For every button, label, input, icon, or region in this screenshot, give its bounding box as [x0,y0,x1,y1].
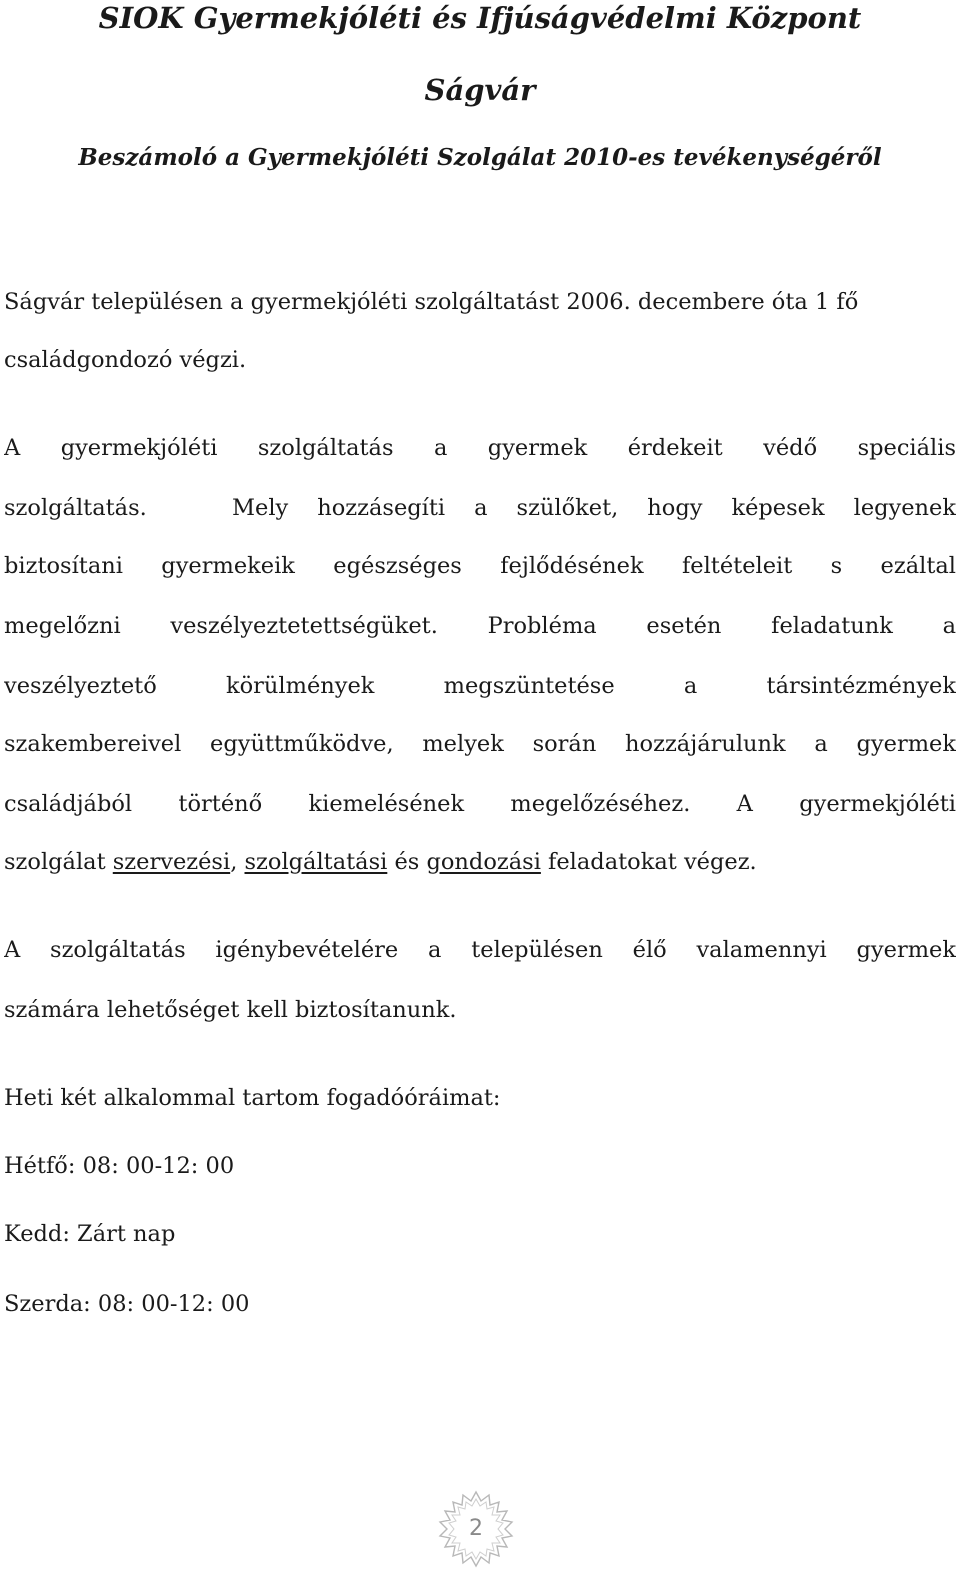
text-line: Mely hozzásegíti a szülőket, hogy képesek legyenek [232,495,956,521]
underlined-term: szervezési [112,849,231,875]
office-hours-tuesday: Kedd: Zárt nap [4,1221,176,1247]
text-line: szakembereivel együttműködve, melyek során hozzájárulunk a gyermek [4,731,956,757]
office-hours-intro: Heti két alkalommal tartom fogadóóráimat: [4,1085,501,1111]
text-fragment: és [387,849,427,875]
text-line: családjából történő kiemelésének megelőzéséhez. A gyermekjóléti [4,791,956,817]
text-line: Ságvár településen a gyermekjóléti szolgáltatást 2006. decembere óta 1 fő [4,289,859,315]
page-number-badge [426,1490,526,1568]
document-place: Ságvár [424,73,536,107]
office-hours-wednesday: Szerda: 08: 00-12: 00 [4,1291,250,1317]
text-line: biztosítani gyermekeik egészséges fejlődésének feltételeit s ezáltal [4,553,956,579]
underlined-term: szolgáltatási [244,849,388,875]
text-fragment: feladatokat végez. [540,849,757,875]
text-line [4,844,956,880]
document-subtitle: Beszámoló a Gyermekjóléti Szolgálat 2010-es tevékenységéről [78,144,882,171]
page-number: 2 [469,1516,483,1541]
text-line: megelőzni veszélyeztetettségüket. Probléma esetén feladatunk a [4,613,956,639]
text-line: családgondozó végzi. [4,347,247,373]
underlined-term: gondozási [426,849,541,875]
text-line: A szolgáltatás igénybevételére a településen élő valamennyi gyermek [4,937,956,963]
text-line: A gyermekjóléti szolgáltatás a gyermek érdekeit védő speciális [4,435,956,461]
text-fragment: szolgáltatás. [4,495,147,521]
document-title: SIOK Gyermekjóléti és Ifjúságvédelmi Központ [98,1,862,35]
text-fragment: , [230,849,245,875]
text-line: számára lehetőséget kell biztosítanunk. [4,997,457,1023]
office-hours-monday: Hétfő: 08: 00-12: 00 [4,1153,235,1179]
text-line: veszélyeztető körülmények megszüntetése a társintézmények [4,673,956,699]
text-fragment: szolgálat [4,849,113,875]
